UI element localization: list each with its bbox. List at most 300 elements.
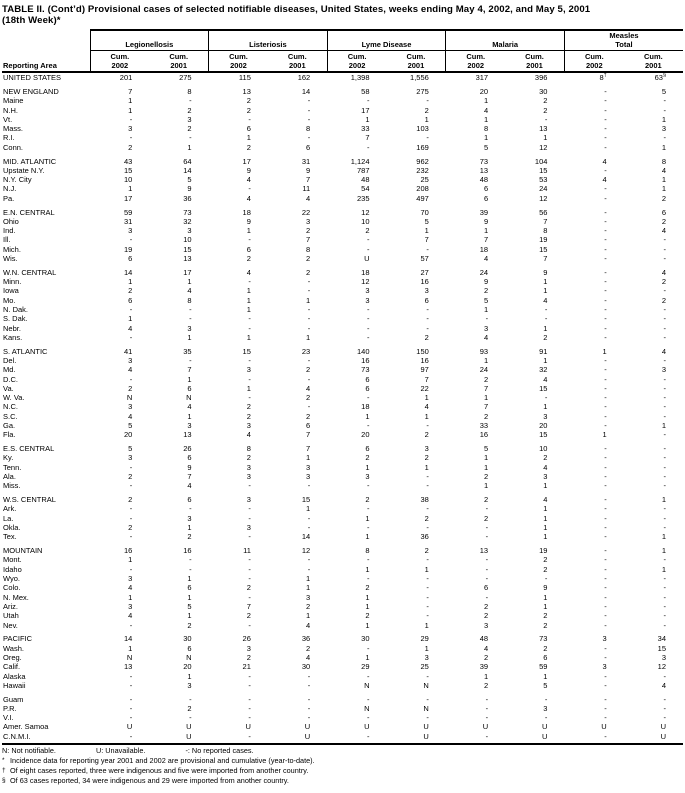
- value-cell: -: [307, 286, 311, 296]
- value-cell: -: [604, 383, 607, 393]
- value-cell: 2: [306, 365, 311, 375]
- value-cell: 59: [539, 662, 548, 672]
- value-cell: 1: [187, 142, 192, 152]
- value-cell: 2: [187, 105, 192, 115]
- value-cell: 2: [246, 583, 251, 593]
- value-cell: 3: [246, 365, 251, 375]
- area-cell: Amer. Samoa: [3, 722, 49, 732]
- table-row: [2, 722, 683, 731]
- group-header-listeriosis: [209, 30, 328, 51]
- value-cell: 32: [539, 365, 548, 375]
- value-cell: U: [542, 722, 548, 732]
- area-cell: Conn.: [3, 142, 24, 152]
- value-cell: -: [604, 680, 607, 690]
- value-cell: 3: [128, 574, 133, 584]
- value-cell: -: [307, 555, 311, 565]
- value-cell: 3: [602, 662, 607, 672]
- value-cell: -: [604, 444, 607, 454]
- value-cell: -: [663, 393, 667, 403]
- value-cell: 14: [123, 634, 133, 644]
- value-cell: 48: [479, 175, 489, 185]
- value-cell: -: [129, 462, 133, 472]
- table-row: [2, 412, 683, 421]
- area-cell: Tex.: [3, 532, 17, 542]
- value-cell: -: [367, 393, 370, 403]
- group-header-lyme-disease: [327, 30, 446, 51]
- value-cell: 7: [424, 374, 429, 384]
- table-row: [2, 653, 683, 662]
- value-cell: -: [307, 564, 311, 574]
- value-cell: -: [604, 555, 607, 565]
- value-cell: 15: [539, 165, 548, 175]
- value-cell: 2: [543, 643, 548, 653]
- value-cell: 1: [661, 546, 667, 556]
- value-cell: 9: [187, 184, 192, 194]
- area-cell: Pa.: [3, 193, 15, 203]
- value-cell: 1: [543, 323, 548, 333]
- value-cell: N: [423, 680, 429, 690]
- value-cell: 3: [246, 421, 251, 431]
- value-cell: 2: [187, 620, 192, 630]
- value-cell: 3: [424, 444, 429, 454]
- value-cell: 2: [661, 216, 667, 226]
- area-cell: E.N. CENTRAL: [3, 207, 55, 217]
- value-cell: 2: [483, 611, 489, 621]
- area-cell: Wyo.: [3, 574, 21, 584]
- value-cell: 1: [187, 411, 192, 421]
- value-cell: -: [604, 165, 607, 175]
- value-cell: 2: [365, 453, 370, 463]
- value-cell: 7: [306, 430, 311, 440]
- value-cell: -: [248, 374, 251, 384]
- table-row: [2, 532, 683, 541]
- value-cell: -: [663, 374, 667, 384]
- table-row: [2, 268, 683, 277]
- value-cell: -: [604, 323, 607, 333]
- table-row: [2, 235, 683, 244]
- value-cell: U: [364, 254, 370, 264]
- area-cell: Minn.: [3, 277, 22, 287]
- value-cell: -: [426, 96, 429, 106]
- value-cell: -: [129, 713, 133, 723]
- value-cell: 1: [246, 295, 251, 305]
- value-cell: U: [245, 722, 251, 732]
- value-cell: -: [129, 680, 133, 690]
- value-cell: 8: [365, 546, 370, 556]
- value-cell: 7: [306, 444, 311, 454]
- value-cell: 16: [123, 546, 133, 556]
- value-cell: -: [307, 694, 311, 704]
- value-cell: 6: [365, 374, 370, 384]
- value-cell: 4: [306, 652, 311, 662]
- value-cell: 1: [543, 133, 548, 143]
- table-row: [2, 375, 683, 384]
- value-cell: -: [189, 356, 192, 365]
- value-cell: -: [544, 305, 548, 315]
- value-cell: 30: [361, 634, 370, 644]
- area-cell: Maine: [3, 96, 24, 106]
- value-cell: 4: [543, 462, 548, 472]
- value-cell: 12: [361, 207, 370, 217]
- value-cell: 15: [539, 430, 548, 440]
- area-cell: Nebr.: [3, 323, 21, 333]
- value-cell: -: [307, 671, 311, 681]
- value-cell: -: [663, 453, 667, 463]
- area-cell: C.N.M.I.: [3, 731, 31, 741]
- value-cell: -: [604, 620, 607, 630]
- area-cell: PACIFIC: [3, 634, 33, 644]
- value-cell: 2: [424, 546, 429, 556]
- value-cell: -: [604, 133, 607, 143]
- value-cell: 14: [123, 267, 133, 277]
- value-cell: 4: [128, 583, 133, 593]
- value-cell: 38: [420, 495, 429, 505]
- value-cell: 1: [365, 462, 370, 472]
- value-cell: 1: [424, 226, 429, 236]
- value-cell: -: [604, 286, 607, 296]
- value-cell: 4: [483, 643, 489, 653]
- value-cell: 3: [128, 453, 133, 463]
- value-cell: 34: [657, 634, 667, 644]
- value-cell: 9: [306, 165, 311, 175]
- value-cell: 1: [483, 305, 489, 315]
- value-cell: 1: [483, 481, 489, 491]
- table-row: [2, 444, 683, 453]
- table-row: [2, 133, 683, 142]
- value-cell: 3: [483, 323, 489, 333]
- value-cell: 4: [128, 323, 133, 333]
- value-cell: 2: [246, 96, 251, 106]
- value-cell: 2: [128, 472, 133, 482]
- area-cell: N.H.: [3, 105, 18, 115]
- value-cell: -: [604, 244, 607, 254]
- value-cell: 1: [424, 411, 429, 421]
- table-body: [2, 72, 683, 741]
- subheader-listeriosis-cum-2001: Cum. 2001: [268, 51, 327, 73]
- value-cell: -: [544, 694, 548, 704]
- table-row: [2, 184, 683, 193]
- value-cell: -: [367, 523, 370, 533]
- value-cell: -: [663, 620, 667, 630]
- value-cell: 2: [483, 472, 489, 482]
- value-cell: 18: [242, 207, 251, 217]
- value-cell: -: [426, 713, 429, 723]
- area-cell: Idaho: [3, 564, 22, 574]
- value-cell: 22: [420, 383, 429, 393]
- value-cell: -: [604, 652, 607, 662]
- table-row: [2, 314, 683, 323]
- value-cell: -: [426, 244, 429, 254]
- area-cell: S. ATLANTIC: [3, 346, 48, 356]
- footnote-text: Incidence data for reporting year 2001 and 2002 are provisional and cumulative (year-to-date).: [10, 755, 315, 765]
- area-cell: Ky.: [3, 453, 14, 463]
- value-cell: 6: [365, 383, 370, 393]
- value-cell: 4: [661, 165, 667, 175]
- value-cell: N: [186, 393, 192, 403]
- value-cell: 5: [483, 142, 489, 152]
- value-cell: 20: [123, 430, 133, 440]
- value-cell: 2: [246, 453, 251, 463]
- value-cell: -: [604, 142, 607, 152]
- value-cell: -: [248, 671, 251, 681]
- area-cell: Guam: [3, 694, 24, 704]
- value-cell: 7: [306, 235, 311, 245]
- value-cell: -: [663, 96, 667, 106]
- table-row: [2, 194, 683, 203]
- value-cell: 3: [661, 365, 667, 375]
- value-cell: 2: [306, 393, 311, 403]
- value-cell: -: [426, 133, 429, 143]
- value-cell: -: [663, 555, 667, 565]
- value-cell: 3: [246, 523, 251, 533]
- value-cell: 1: [483, 356, 489, 365]
- value-cell: -: [367, 323, 370, 333]
- legend-item-dash: -: No reported cases.: [185, 746, 254, 756]
- value-cell: -: [248, 504, 251, 514]
- value-cell: -: [129, 481, 133, 491]
- value-cell: U: [601, 722, 607, 732]
- value-cell: -: [129, 332, 133, 342]
- value-cell: 73: [361, 365, 370, 375]
- area-cell: R.I.: [3, 133, 15, 143]
- value-cell: U: [542, 731, 548, 741]
- value-cell: -: [248, 620, 251, 630]
- area-cell: Oreg.: [3, 652, 22, 662]
- value-cell: 4: [543, 374, 548, 384]
- value-cell: -: [663, 286, 667, 296]
- value-cell: 39: [479, 207, 489, 217]
- area-cell: D.C.: [3, 374, 18, 384]
- value-cell: 7: [483, 402, 489, 412]
- value-cell: 25: [420, 175, 429, 185]
- value-cell: -: [604, 574, 607, 584]
- value-cell: 4: [424, 402, 429, 412]
- value-cell: -: [663, 523, 667, 533]
- value-cell: 1: [483, 114, 489, 124]
- value-cell: -: [426, 323, 429, 333]
- footnote-marker: §: [2, 777, 6, 785]
- value-cell: 8: [187, 295, 192, 305]
- value-cell: 1: [128, 105, 133, 115]
- value-cell: 17: [242, 156, 251, 166]
- value-cell: 1: [543, 532, 548, 542]
- value-cell: 2: [543, 555, 548, 565]
- value-cell: -: [604, 402, 607, 412]
- area-cell: Vt.: [3, 114, 13, 124]
- value-cell: 7: [246, 601, 251, 611]
- value-cell: 8: [246, 444, 251, 454]
- value-cell: 1: [543, 356, 548, 365]
- value-cell: -: [426, 523, 429, 533]
- value-cell: 16: [361, 356, 370, 365]
- table-row: [2, 296, 683, 305]
- value-cell: -: [248, 680, 251, 690]
- table-row: [2, 217, 683, 226]
- value-cell: 1: [306, 504, 311, 514]
- value-cell: 1: [543, 671, 548, 681]
- value-cell: -: [544, 713, 548, 723]
- value-cell: 3: [661, 652, 667, 662]
- value-cell: 2: [246, 402, 251, 412]
- area-cell: N.J.: [3, 184, 17, 194]
- table-row: [2, 226, 683, 235]
- value-cell: -: [367, 421, 370, 431]
- value-cell: 162: [297, 73, 311, 83]
- value-cell: -: [307, 402, 311, 412]
- value-cell: -: [604, 295, 607, 305]
- value-cell: -: [663, 332, 667, 342]
- subheader-measles-cum-2001: Cum. 2001: [624, 51, 683, 73]
- value-cell: -: [663, 694, 667, 704]
- value-cell: 3: [187, 323, 192, 333]
- value-cell: 6: [661, 207, 667, 217]
- area-cell: Mont.: [3, 555, 22, 565]
- value-cell: 2: [543, 96, 548, 106]
- value-cell: -: [248, 235, 251, 245]
- value-cell: 10: [539, 444, 548, 454]
- table-row: [2, 644, 683, 653]
- table-row: [2, 157, 683, 166]
- value-cell: 16: [420, 277, 429, 287]
- group-label: Measles: [609, 31, 639, 40]
- value-cell: 6: [483, 193, 489, 203]
- table-row: [2, 365, 683, 374]
- value-cell: 1: [187, 611, 192, 621]
- value-cell: 2: [424, 453, 429, 463]
- value-cell: 6: [128, 254, 133, 264]
- value-cell: 1: [365, 592, 370, 602]
- value-cell: -: [604, 393, 607, 403]
- value-cell: -: [604, 193, 607, 203]
- value-cell: -: [604, 114, 607, 124]
- value-cell: 2: [128, 523, 133, 533]
- value-cell: 4: [246, 430, 251, 440]
- value-cell: -: [604, 314, 607, 324]
- value-cell: 15: [123, 165, 133, 175]
- value-cell: 32: [183, 216, 192, 226]
- value-cell: 10: [361, 216, 370, 226]
- area-cell: Okla.: [3, 523, 21, 533]
- value-cell: 36: [301, 634, 311, 644]
- table-row: [2, 634, 683, 643]
- value-cell: -: [307, 513, 311, 523]
- value-cell: -: [485, 314, 489, 324]
- value-cell: -: [248, 481, 251, 491]
- value-cell: 13: [183, 254, 192, 264]
- value-cell: -: [663, 713, 667, 723]
- table-row: [2, 514, 683, 523]
- value-cell: 6: [306, 142, 311, 152]
- legend-item-n: N: Not notifiable.: [2, 746, 56, 756]
- value-cell: 275: [416, 86, 429, 96]
- value-cell: 1: [365, 411, 370, 421]
- value-cell: 31: [123, 216, 133, 226]
- value-cell: -: [604, 481, 607, 491]
- value-cell: 2: [483, 495, 489, 505]
- value-cell: 8: [306, 244, 311, 254]
- value-cell: 39: [479, 662, 489, 672]
- value-cell: 7: [365, 133, 370, 143]
- value-cell: -: [485, 574, 489, 584]
- table-row: [2, 356, 683, 365]
- area-cell: P.R.: [3, 703, 17, 713]
- table-row: [2, 324, 683, 333]
- value-cell: U: [186, 722, 192, 732]
- value-cell: 1,124: [350, 156, 370, 166]
- value-cell: 3: [306, 462, 311, 472]
- value-cell: 4: [543, 295, 548, 305]
- value-cell: 1: [306, 295, 311, 305]
- value-cell: U: [186, 731, 192, 741]
- value-cell: 16: [183, 546, 192, 556]
- value-cell: 6: [187, 583, 192, 593]
- value-cell: 2: [246, 105, 251, 115]
- value-cell: 1: [424, 643, 429, 653]
- area-cell: Wis.: [3, 254, 18, 264]
- table-row: [2, 286, 683, 295]
- footnote-text: Of eight cases reported, three were indigenous and five were imported from another country.: [10, 765, 309, 775]
- table-row: [2, 481, 683, 490]
- value-cell: U: [304, 731, 311, 741]
- value-cell: 73: [479, 156, 489, 166]
- value-cell: 1: [365, 652, 370, 662]
- value-cell: -: [426, 314, 429, 324]
- value-cell: 13: [183, 430, 192, 440]
- value-cell: -: [248, 731, 251, 741]
- area-cell: Ala.: [3, 472, 16, 482]
- group-label: Lyme Disease: [361, 39, 412, 49]
- area-cell: N.Y. City: [3, 175, 32, 185]
- value-cell: 3: [246, 643, 251, 653]
- table-row: [2, 611, 683, 620]
- value-cell: 17: [183, 267, 192, 277]
- value-cell: -: [129, 532, 133, 542]
- value-cell: 56: [539, 207, 548, 217]
- subheader-lyme-cum-2002: Cum. 2002: [327, 51, 386, 73]
- value-cell: 1: [483, 226, 489, 236]
- footnote-section: [2, 776, 683, 786]
- value-cell: 1: [661, 175, 667, 185]
- group-label2: Total: [615, 39, 633, 49]
- value-cell: 1: [424, 114, 429, 124]
- value-cell: 12: [301, 546, 311, 556]
- value-cell: -: [307, 374, 311, 384]
- value-cell: -: [129, 504, 133, 514]
- value-cell: -: [307, 96, 311, 106]
- value-cell: 2: [424, 513, 429, 523]
- subheader-lyme-cum-2001: Cum. 2001: [387, 51, 446, 73]
- value-cell: -: [129, 671, 133, 681]
- value-cell: 24: [479, 267, 489, 277]
- value-cell: -: [426, 481, 429, 491]
- value-cell: 7: [483, 235, 489, 245]
- value-cell: 2: [483, 286, 489, 296]
- value-cell: 3: [128, 226, 133, 236]
- value-cell: -: [189, 713, 192, 723]
- value-cell: -: [189, 504, 192, 514]
- value-cell: 3: [365, 295, 370, 305]
- area-cell: S.C.: [3, 411, 18, 421]
- value-cell: 6: [246, 244, 251, 254]
- value-cell: -: [604, 365, 607, 375]
- value-cell: -: [248, 694, 251, 704]
- table-title: [2, 4, 683, 26]
- value-cell: 97: [420, 365, 429, 375]
- value-cell: 169: [416, 142, 429, 152]
- value-cell: 3: [128, 356, 133, 365]
- area-cell: MOUNTAIN: [3, 546, 43, 556]
- value-cell: -: [189, 555, 192, 565]
